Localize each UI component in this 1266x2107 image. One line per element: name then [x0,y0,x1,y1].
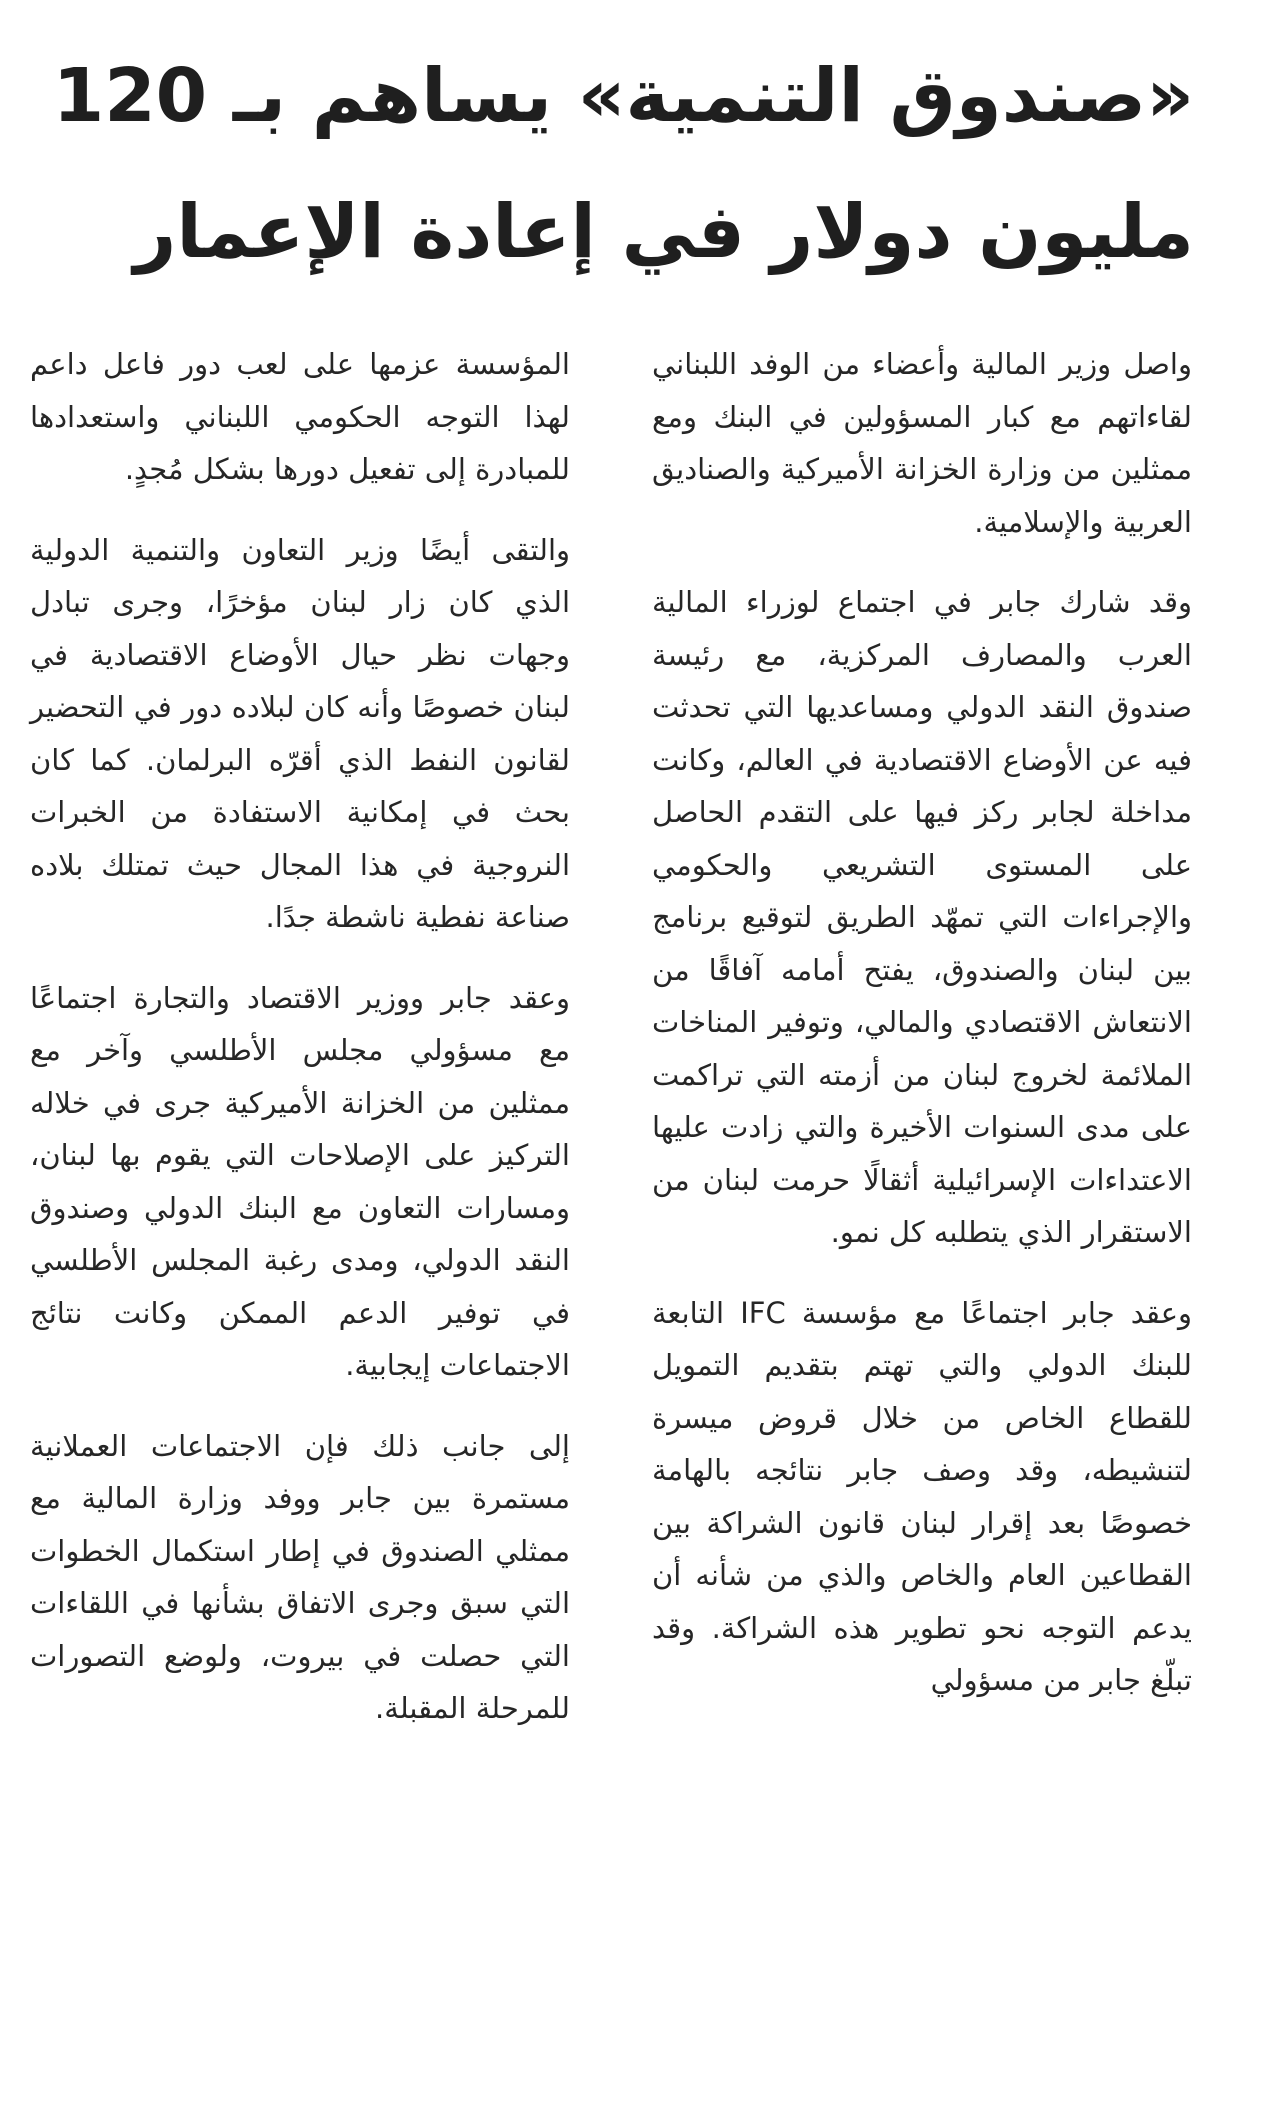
right-column [652,338,1192,1735]
paragraph: واصل وزير المالية وأعضاء من الوفد اللبناني لقاءاتهم مع كبار المسؤولين في البنك ومع ممثلين من وزارة الخزانة الأميركية والصناديق العربية والإسلامية. [652,347,1192,539]
paragraph: وعقد جابر اجتماعًا مع مؤسسة IFC التابعة للبنك الدولي والتي تهتم بتقديم التمويل للقطاع الخاص من خلال قروض ميسرة لتنشيطه، وقد وصف جابر نتائجه بالهامة خصوصًا بعد إقرار لبنان قانون الشراكة بين القطاعين العام والخاص والذي من شأنه أن يدعم التوجه نحو تطوير هذه الشراكة. وقد تبلّغ جابر من مسؤولي [652,1295,1192,1697]
paragraph: والتقى أيضًا وزير التعاون والتنمية الدولية الذي كان زار لبنان مؤخرًا، وجرى تبادل وجهات نظر حيال الأوضاع الاقتصادية في لبنان خصوصًا وأنه كان لبلاده دور في التحضير لقانون النفط الذي أقرّه البرلمان. كما كان بحث في إمكانية الاستفادة من الخبرات النروجية في هذا المجال حيث تمتلك بلاده صناعة نفطية ناشطة جدًا. [30,532,570,934]
left-column [30,338,570,1763]
paragraph: وعقد جابر ووزير الاقتصاد والتجارة اجتماعًا مع مسؤولي مجلس الأطلسي وآخر مع ممثلين من الخزانة الأميركية جرى في خلاله التركيز على الإصلاحات التي يقوم بها لبنان، ومسارات التعاون مع البنك الدولي وصندوق النقد الدولي، ومدى رغبة المجلس الأطلسي في توفير الدعم الممكن وكانت نتائج الاجتماعات إيجابية. [30,980,570,1382]
paragraph: وقد شارك جابر في اجتماع لوزراء المالية العرب والمصارف المركزية، مع رئيسة صندوق النقد الدولي ومساعديها التي تحدثت فيه عن الأوضاع الاقتصادية في العالم، وكانت مداخلة لجابر ركز فيها على التقدم الحاصل على المستوى التشريعي والحكومي والإجراءات التي تمهّد الطريق لتوقيع برنامج بين لبنان والصندوق، يفتح أمامه آفاقًا من الانتعاش الاقتصادي والمالي، وتوفير المناخات الملائمة لخروج لبنان من أزمته التي تراكمت على مدى السنوات الأخيرة والتي زادت عليها الاعتداءات الإسرائيلية أثقالًا حرمت لبنان من الاستقرار الذي يتطلبه كل نمو. [652,585,1192,1249]
paragraph: المؤسسة عزمها على لعب دور فاعل داعم لهذا التوجه الحكومي اللبناني واستعدادها للمبادرة إلى تفعيل دورها بشكل مُجدٍ. [30,347,570,486]
headline-line-1: «صندوق التنمية» يساهم بـ 120 [52,53,1194,139]
article-headline [40,28,1194,300]
headline-line-2: مليون دولار في إعادة الإعمار [133,189,1194,275]
paragraph: إلى جانب ذلك فإن الاجتماعات العملانية مستمرة بين جابر ووفد وزارة المالية مع ممثلي الصندوق في إطار استكمال الخطوات التي سبق وجرى الاتفاق بشأنها في اللقاءات التي حصلت في بيروت، ولوضع التصورات للمرحلة المقبلة. [30,1428,570,1725]
